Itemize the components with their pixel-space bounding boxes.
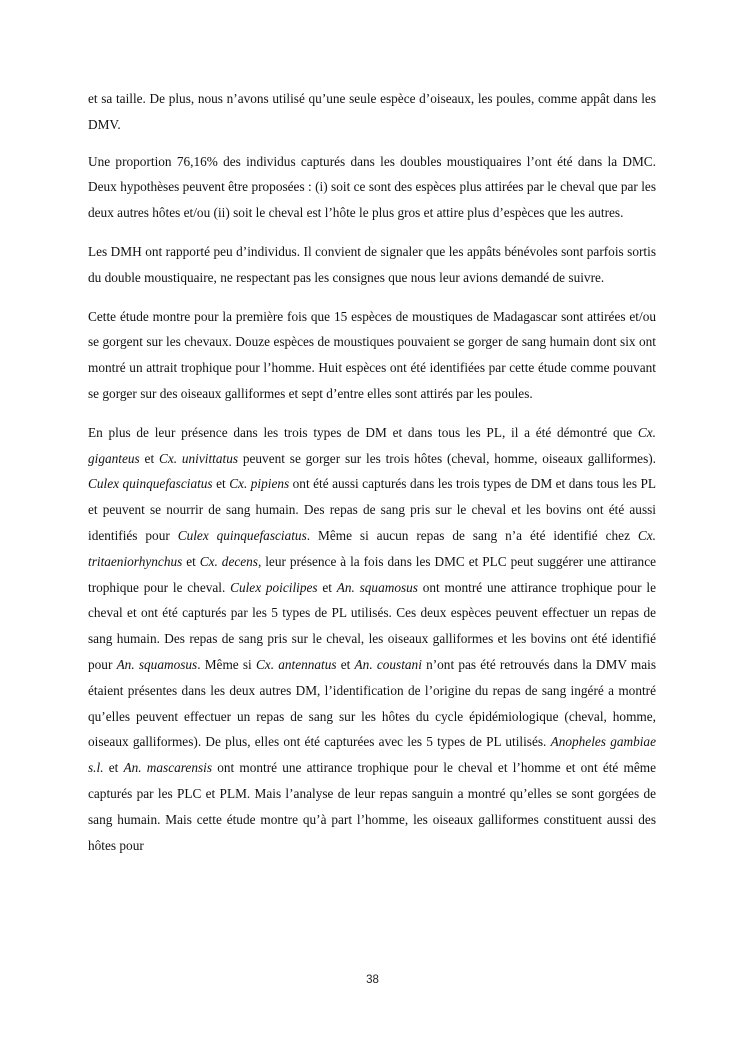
text-run: et xyxy=(139,450,159,466)
paragraph-3: Les DMH ont rapporté peu d’individus. Il convient de signaler que les appâts bénévoles sont parfois sortis du double moustiquaire, ne respectant pas les consignes que nous leur avions demandé de suivre. xyxy=(88,243,656,285)
text-run: . Même si xyxy=(197,656,256,672)
text-run: et xyxy=(103,760,124,776)
species-name: Cx. univittatus xyxy=(158,450,239,466)
text-run: ont été aussi capturés dans les trois types de DM et dans tous les PL et peuvent se nourrir de sang humain. Des repas de sang pris sur le cheval et les bovins ont été aussi identifiés pour xyxy=(88,476,656,543)
text-run: En plus de leur présence dans les trois types de DM et dans tous les PL, il a été démontré que xyxy=(88,424,638,440)
text-run: ont montré une attirance trophique pour le cheval et ont été capturés par les 5 types de PL utilisés. Ces deux espèces peuvent effectuer un repas de sang humain. Des repas de sang pris sur le cheval, les oiseaux galliformes et les bovins ont été identifié pour xyxy=(88,579,656,672)
species-name: Cx. decens xyxy=(199,553,258,569)
species-name: Culex poicilipes xyxy=(230,579,318,595)
text-run: , leur présence à la fois dans les DMC et PLC peut suggérer une attirance trophique pour le cheval. xyxy=(88,553,656,595)
body-text xyxy=(88,86,656,871)
species-name: Cx. antennatus xyxy=(255,656,337,672)
text-run: ont montré une attirance trophique pour le cheval et l’homme et ont été même capturés par les PLC et PLM. Mais l’analyse de leur repas sanguin a montré qu’elles se sont gorgées de sang humain. Mais cette étude montre qu’à part l’homme, les oiseaux galliformes constituent aussi des hôtes pour xyxy=(88,760,656,853)
species-name: Anopheles gambiae s.l. xyxy=(88,734,656,776)
species-name: Culex quinquefasciatus xyxy=(88,476,213,492)
text-run: peuvent se gorger sur les trois hôtes (cheval, homme, oiseaux galliformes). xyxy=(238,450,657,466)
paragraph-1: et sa taille. De plus, nous n’avons utilisé qu’une seule espèce d’oiseaux, les poules, comme appât dans les DMV. xyxy=(88,91,656,132)
species-name: Cx. tritaeniorhynchus xyxy=(88,527,656,569)
text-run: n’ont pas été retrouvés dans la DMV mais étaient présentes dans les deux autres DM, l’identification de l’origine du repas de sang ingéré a montré qu’elles peuvent effectuer un repas de sang sur les hôtes du cycle épidémiologique (cheval, homme, oiseaux galliformes). De plus, elles ont été capturées avec les 5 types de PL utilisés. xyxy=(88,656,656,750)
species-name: Culex quinquefasciatus xyxy=(177,527,307,543)
text-run: et xyxy=(182,553,200,569)
text-run: et xyxy=(336,656,355,672)
species-name: An. squamosus xyxy=(336,579,418,595)
page-number: 38 xyxy=(366,974,379,986)
species-name: An. squamosus xyxy=(116,656,198,672)
species-name: Cx. giganteus xyxy=(88,424,656,466)
species-name: Cx. pipiens xyxy=(229,476,290,492)
paragraph-5 xyxy=(88,420,656,859)
text-run: . Même si aucun repas de sang n’a été identifié chez xyxy=(306,527,638,543)
species-name: An. mascarensis xyxy=(123,760,213,776)
species-name: An. coustani xyxy=(354,656,422,672)
text-run: et xyxy=(212,476,230,492)
paragraph-4: Cette étude montre pour la première fois que 15 espèces de moustiques de Madagascar sont attirées et/ou se gorgent sur les chevaux. Douze espèces de moustiques pouvaient se gorger de sang humain dont six ont montré un attrait trophique pour l’homme. Huit espèces ont été identifiées par cette étude comme pouvant se gorger sur des oiseaux galliformes et sept d’entre elles sont attirés par les poules. xyxy=(88,308,656,401)
text-run: et xyxy=(317,579,337,595)
paragraph-2: Une proportion 76,16% des individus capturés dans les doubles moustiquaires l’ont été dans la DMC. Deux hypothèses peuvent être proposées : (i) soit ce sont des espèces plus attirées par le cheval que par les deux autres hôtes et/ou (ii) soit le cheval est l’hôte le plus gros et attire plus d’espèces que les autres. xyxy=(88,153,656,221)
